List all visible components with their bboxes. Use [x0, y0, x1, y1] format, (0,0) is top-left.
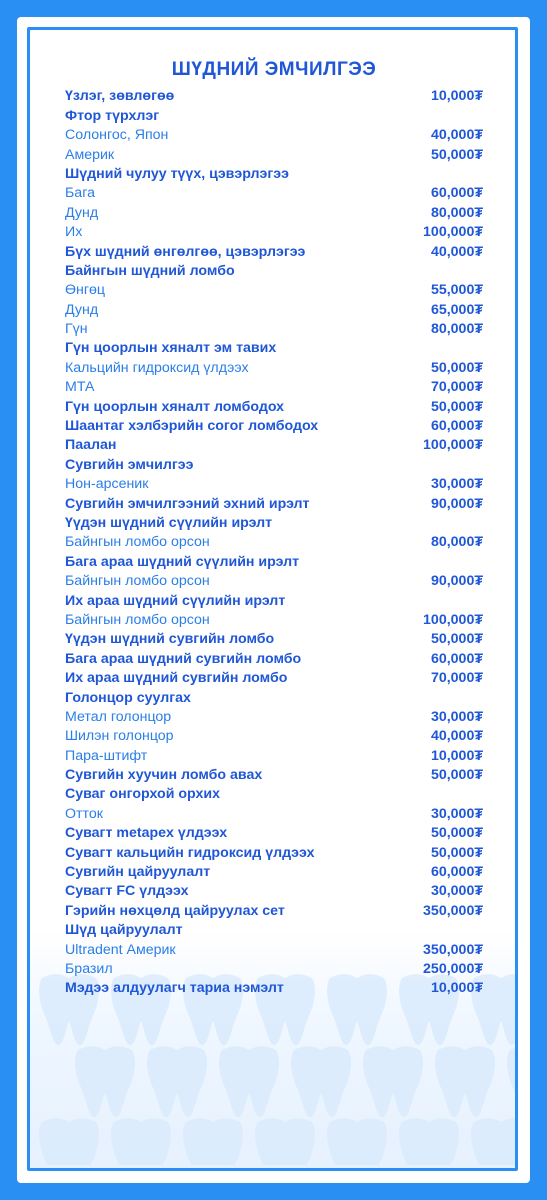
- tooth-icon: [147, 1046, 207, 1117]
- service-price: 50,000₮: [430, 359, 483, 376]
- service-label: Байнгын ломбо орсон: [65, 611, 210, 628]
- service-label: Бүх шүдний өнгөлгөө, цэвэрлэгээ: [65, 243, 306, 260]
- price-row: [65, 339, 483, 358]
- tooth-icon: [111, 1118, 171, 1165]
- price-row: [65, 475, 483, 494]
- price-row: [65, 979, 483, 998]
- service-label: Сувгийн эмчилгээ: [65, 456, 194, 473]
- price-row: [65, 533, 483, 552]
- tooth-icon: [183, 1118, 243, 1165]
- service-label: Сувгийн эмчилгээний эхний ирэлт: [65, 495, 310, 512]
- service-price: 250,000₮: [423, 960, 483, 977]
- price-row: [65, 572, 483, 591]
- service-price: 60,000₮: [430, 864, 483, 881]
- price-row: [65, 87, 483, 106]
- tooth-icon: [471, 1118, 515, 1165]
- price-row: [65, 785, 483, 804]
- service-label: Байнгын шүдний ломбо: [65, 262, 235, 279]
- service-price: 350,000₮: [423, 941, 483, 958]
- price-row: [65, 378, 483, 397]
- service-price: 65,000₮: [430, 301, 483, 318]
- service-label: Сувгийн хуучин ломбо авах: [65, 767, 263, 784]
- service-price: 50,000₮: [430, 146, 483, 163]
- service-price: 40,000₮: [430, 243, 483, 260]
- service-label: Үүдэн шүдний сувгийн ломбо: [65, 631, 275, 648]
- service-label: Үзлэг, зөвлөгөө: [65, 88, 175, 105]
- service-price: 50,000₮: [430, 398, 483, 415]
- service-label: Кальцийн гидроксид үлдээх: [65, 359, 249, 376]
- price-row: [65, 262, 483, 281]
- service-label: Паалан: [65, 437, 117, 454]
- service-label: Шилэн голонцор: [65, 728, 174, 745]
- service-label: Сувагт кальцийн гидроксид үлдээх: [65, 844, 315, 861]
- service-label: Сувгийн цайруулалт: [65, 864, 211, 881]
- tooth-icon: [75, 1046, 135, 1117]
- service-price: 90,000₮: [430, 495, 483, 512]
- service-label: Гүн: [65, 321, 88, 338]
- tooth-icon: [327, 1118, 387, 1165]
- service-label: Гэрийн нөхцөлд цайруулах сет: [65, 902, 285, 919]
- price-row: [65, 669, 483, 688]
- service-label: Өнгөц: [65, 282, 106, 299]
- service-label: Дунд: [65, 204, 99, 221]
- service-label: Бага араа шүдний сүүлийн ирэлт: [65, 553, 300, 570]
- service-price: 40,000₮: [430, 127, 483, 144]
- price-row: [65, 727, 483, 746]
- service-price: 80,000₮: [430, 321, 483, 338]
- tooth-icon: [435, 1046, 495, 1117]
- price-row: [65, 649, 483, 668]
- price-row: [65, 223, 483, 242]
- service-label: Дунд: [65, 301, 99, 318]
- service-label: Пара-штифт: [65, 747, 148, 764]
- service-price: 100,000₮: [423, 611, 483, 628]
- price-row: [65, 611, 483, 630]
- service-label: Суваг онгорхой орхих: [65, 786, 221, 803]
- service-label: Үүдэн шүдний сүүлийн ирэлт: [65, 514, 273, 531]
- service-label: Солонгос, Япон: [65, 127, 169, 144]
- price-row: [65, 940, 483, 959]
- price-row: [65, 417, 483, 436]
- price-row: [65, 514, 483, 533]
- service-price: 90,000₮: [430, 573, 483, 590]
- service-label: Сувагт FC үлдээх: [65, 883, 189, 900]
- price-row: [65, 203, 483, 222]
- service-label: Гүн цоорлын хяналт ломбодох: [65, 398, 285, 415]
- price-row: [65, 804, 483, 823]
- price-row: [65, 106, 483, 125]
- price-row: [65, 843, 483, 862]
- price-rows: [65, 87, 483, 998]
- service-label: Бага: [65, 185, 95, 202]
- service-label: Байнгын ломбо орсон: [65, 534, 210, 551]
- tooth-icon: [39, 1118, 99, 1165]
- service-price: 50,000₮: [430, 767, 483, 784]
- price-row: [65, 494, 483, 513]
- price-row: [65, 882, 483, 901]
- service-price: 80,000₮: [430, 204, 483, 221]
- price-row: [65, 708, 483, 727]
- price-row: [65, 591, 483, 610]
- service-label: Бразил: [65, 960, 113, 977]
- tooth-icon: [291, 1046, 351, 1117]
- price-row: [65, 863, 483, 882]
- price-row: [65, 960, 483, 979]
- service-price: 30,000₮: [430, 708, 483, 725]
- service-label: Мэдээ алдуулагч тариа нэмэлт: [65, 980, 284, 997]
- price-row: [65, 824, 483, 843]
- service-label: Байнгын ломбо орсон: [65, 573, 210, 590]
- service-label: Бага араа шүдний сувгийн ломбо: [65, 650, 302, 667]
- tooth-icon: [255, 1118, 315, 1165]
- price-row: [65, 455, 483, 474]
- service-label: МТА: [65, 379, 95, 396]
- price-row: [65, 921, 483, 940]
- price-row: [65, 397, 483, 416]
- price-row: [65, 145, 483, 164]
- service-label: Голонцор суулгах: [65, 689, 191, 706]
- price-row: [65, 126, 483, 145]
- service-price: 70,000₮: [430, 379, 483, 396]
- service-price: 30,000₮: [430, 476, 483, 493]
- page-title: ШҮДНИЙ ЭМЧИЛГЭЭ: [171, 59, 377, 80]
- price-row: [65, 320, 483, 339]
- price-row: [65, 242, 483, 261]
- service-price: 80,000₮: [430, 534, 483, 551]
- service-label: Их араа шүдний сувгийн ломбо: [65, 670, 288, 687]
- service-label: Нон-арсеник: [65, 476, 149, 493]
- price-row: [65, 630, 483, 649]
- price-row: [65, 300, 483, 319]
- service-label: Их араа шүдний сүүлийн ирэлт: [65, 592, 286, 609]
- service-price: 10,000₮: [430, 747, 483, 764]
- service-price: 100,000₮: [423, 437, 483, 454]
- price-row: [65, 688, 483, 707]
- service-price: 60,000₮: [430, 418, 483, 435]
- service-label: Сувагт metapex үлдээх: [65, 825, 228, 842]
- tooth-icon: [399, 1118, 459, 1165]
- price-row: [65, 184, 483, 203]
- price-row: [65, 436, 483, 455]
- service-label: Гүн цоорлын хяналт эм тавих: [65, 340, 277, 357]
- price-row: [65, 746, 483, 765]
- price-list: [65, 55, 483, 998]
- service-label: Шүдний чулуу түүх, цэвэрлэгээ: [65, 165, 289, 182]
- service-price: 60,000₮: [430, 650, 483, 667]
- tooth-icon: [507, 1046, 515, 1117]
- price-row: [65, 552, 483, 571]
- service-label: Шүд цайруулалт: [65, 922, 183, 939]
- tooth-icon: [363, 1046, 423, 1117]
- service-price: 10,000₮: [430, 88, 483, 105]
- service-label: Америк: [65, 146, 115, 163]
- service-label: Ultradent Америк: [65, 941, 176, 958]
- service-price: 30,000₮: [430, 805, 483, 822]
- service-price: 30,000₮: [430, 883, 483, 900]
- service-price: 55,000₮: [430, 282, 483, 299]
- service-price: 350,000₮: [423, 902, 483, 919]
- price-row: [65, 901, 483, 920]
- service-price: 50,000₮: [430, 844, 483, 861]
- service-price: 10,000₮: [430, 980, 483, 997]
- service-label: Их: [65, 224, 83, 241]
- service-price: 60,000₮: [430, 185, 483, 202]
- price-row: [65, 281, 483, 300]
- price-row: [65, 165, 483, 184]
- service-price: 50,000₮: [430, 631, 483, 648]
- service-price: 40,000₮: [430, 728, 483, 745]
- service-label: Метал голонцор: [65, 708, 172, 725]
- price-row: [65, 358, 483, 377]
- service-price: 50,000₮: [430, 825, 483, 842]
- service-label: Отток: [65, 805, 103, 822]
- service-price: 100,000₮: [423, 224, 483, 241]
- service-price: 70,000₮: [430, 670, 483, 687]
- service-label: Шаантаг хэлбэрийн согог ломбодох: [65, 418, 319, 435]
- price-row: [65, 766, 483, 785]
- tooth-icon: [219, 1046, 279, 1117]
- service-label: Фтор түрхлэг: [65, 107, 160, 124]
